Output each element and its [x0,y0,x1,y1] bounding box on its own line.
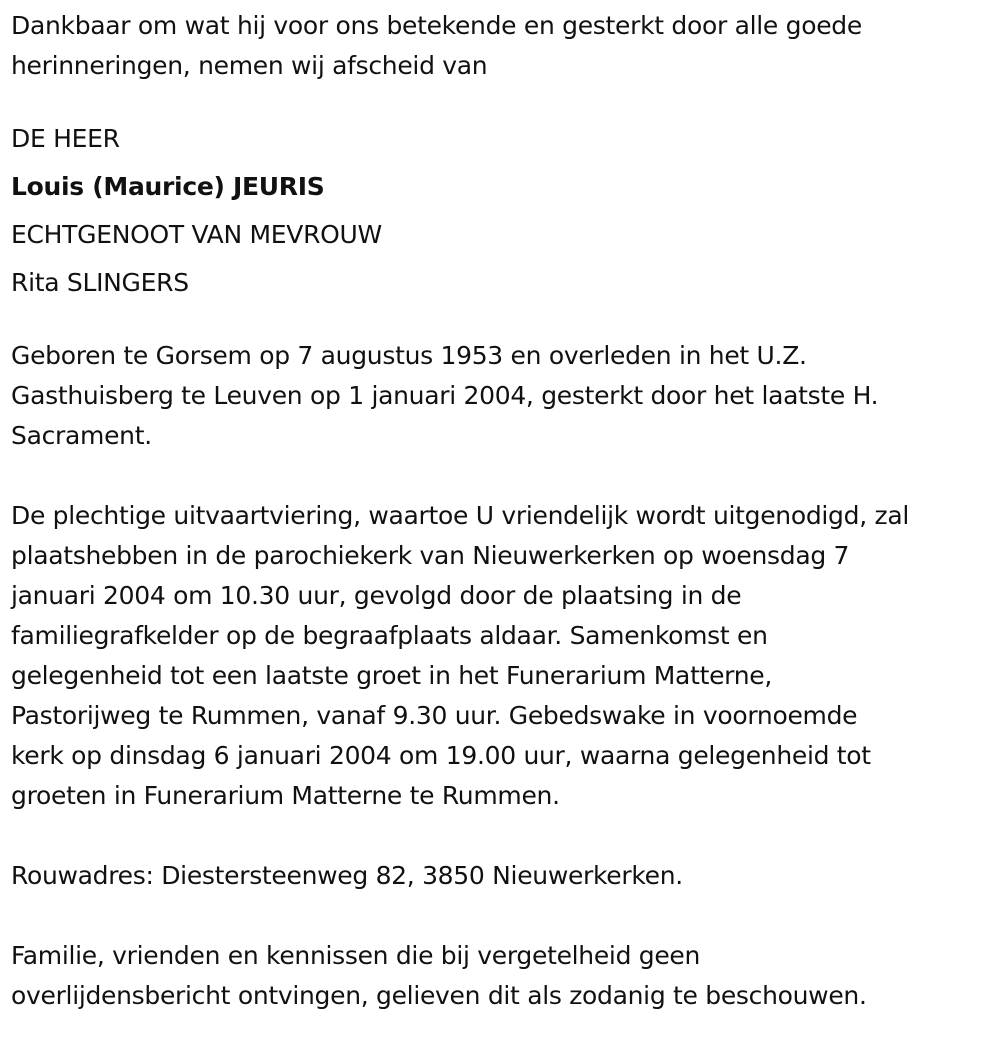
birth-death-paragraph [11,336,991,456]
ceremony-line: groeten in Funerarium Matterne te Rummen. [11,781,560,810]
ceremony-line: gelegenheid tot een laatste groet in het Funerarium Matterne, [11,661,772,690]
deceased-title: DE HEER [11,124,120,153]
deceased-block [11,115,991,307]
intro-paragraph [11,6,991,86]
obituary-document [11,6,991,1016]
closing-line: Familie, vrienden en kennissen die bij vergetelheid geen [11,941,701,970]
intro-line: Dankbaar om wat hij voor ons betekende en gesterkt door alle goede [11,11,862,40]
birth-death-line: Sacrament. [11,421,152,450]
ceremony-paragraph [11,496,991,816]
birth-death-line: Geboren te Gorsem op 7 augustus 1953 en overleden in het U.Z. [11,341,807,370]
ceremony-line: kerk op dinsdag 6 januari 2004 om 19.00 uur, waarna gelegenheid tot [11,741,871,770]
ceremony-line: Pastorijweg te Rummen, vanaf 9.30 uur. Gebedswake in voornoemde [11,701,858,730]
ceremony-line: familiegrafkelder op de begraafplaats aldaar. Samenkomst en [11,621,768,650]
spouse-name: Rita SLINGERS [11,268,189,297]
birth-death-line: Gasthuisberg te Leuven op 1 januari 2004, gesterkt door het laatste H. [11,381,879,410]
deceased-relation: ECHTGENOOT VAN MEVROUW [11,220,382,249]
ceremony-line: januari 2004 om 10.30 uur, gevolgd door de plaatsing in de [11,581,742,610]
closing-line: overlijdensbericht ontvingen, gelieven dit als zodanig te beschouwen. [11,981,867,1010]
address-paragraph [11,856,991,896]
ceremony-line: De plechtige uitvaartviering, waartoe U vriendelijk wordt uitgenodigd, zal [11,501,909,530]
closing-paragraph [11,936,991,1016]
ceremony-line: plaatshebben in de parochiekerk van Nieuwerkerken op woensdag 7 [11,541,850,570]
deceased-name: Louis (Maurice) JEURIS [11,172,325,201]
mourning-address: Rouwadres: Diestersteenweg 82, 3850 Nieuwerkerken. [11,861,683,890]
intro-line: herinneringen, nemen wij afscheid van [11,51,488,80]
